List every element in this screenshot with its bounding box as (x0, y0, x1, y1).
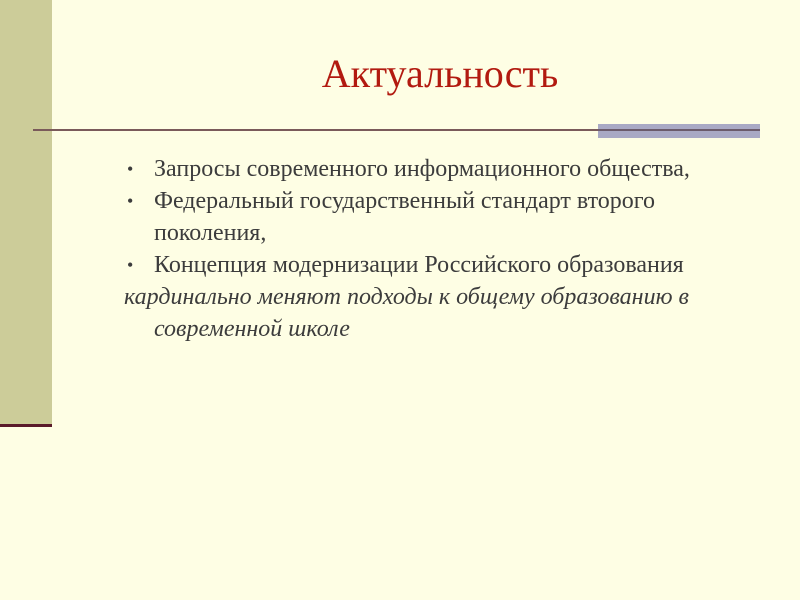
conclusion-text: кардинально меняют подходы к общему образованию в современной школе (124, 284, 689, 342)
bullet-item (124, 153, 744, 185)
title-divider-accent-block (598, 124, 760, 138)
bullet-text: Запросы современного информационного общества, (154, 156, 690, 182)
slide-body (124, 153, 744, 345)
bullet-text: Концепция модернизации Российского образования (154, 252, 684, 278)
title-divider-line (33, 129, 598, 131)
slide-title: Актуальность (321, 51, 559, 96)
bullet-text: Федеральный государственный стандарт второго поколения, (154, 188, 656, 246)
bullet-icon: • (127, 159, 134, 179)
bullet-icon: • (127, 191, 134, 211)
bullet-icon: • (127, 255, 134, 275)
bullet-item (124, 249, 744, 281)
title-divider-accent-line (598, 129, 760, 131)
bullet-item (124, 185, 744, 249)
left-accent-bar-underline (0, 424, 52, 427)
